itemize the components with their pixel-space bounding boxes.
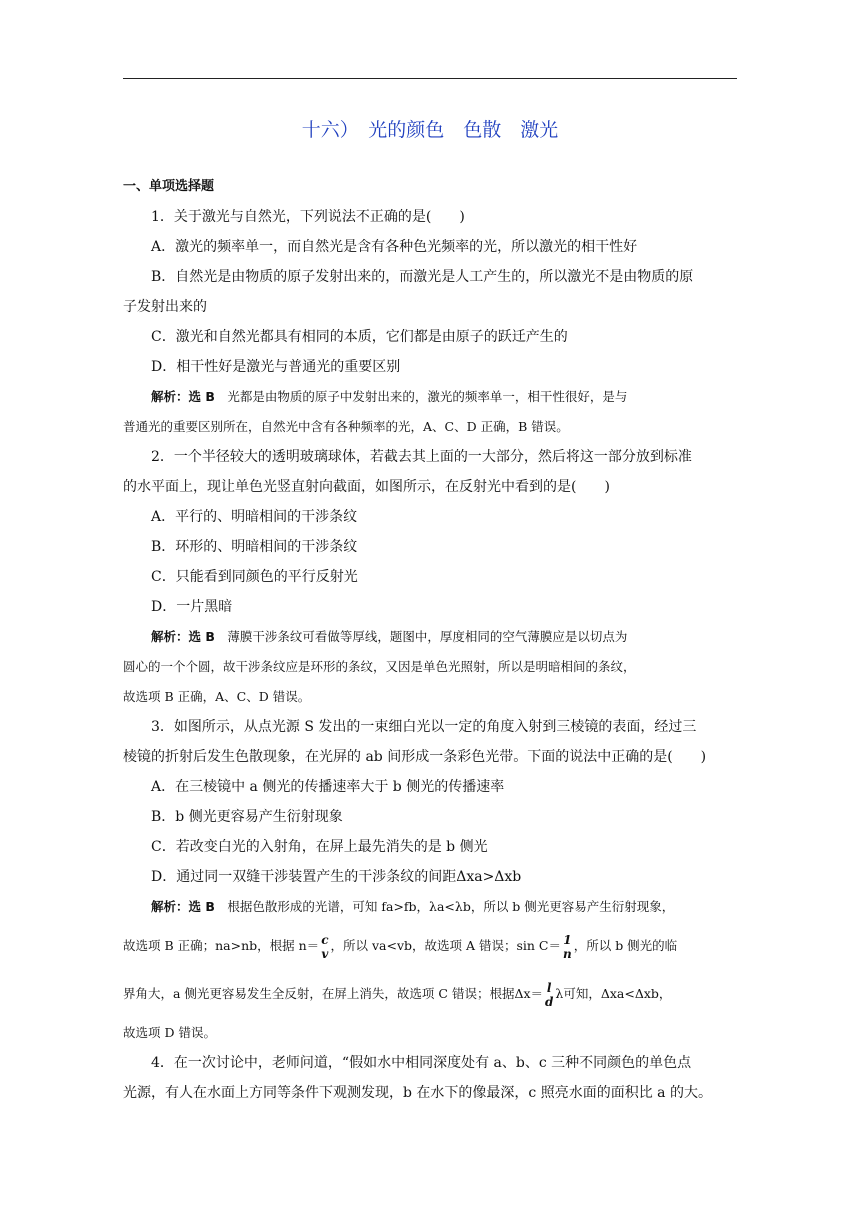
option-3d: D．通过同一双缝干涉装置产生的干涉条纹的间距Δxa>Δxb [151, 869, 522, 885]
answer-label: 解析：选 B [151, 389, 215, 404]
frac-den: d [545, 994, 554, 1009]
answer-3-cont2 [123, 970, 737, 1018]
frac-num: l [546, 980, 552, 995]
fraction-1-over-n [563, 933, 572, 961]
frac-num: 1 [563, 932, 572, 947]
option-3a: A．在三棱镜中 a 侧光的传播速率大于 b 侧光的传播速率 [151, 779, 505, 795]
answer-text: ，所以 va<vb，故选项 A 错误；sin C＝ [330, 938, 561, 953]
frac-den: v [321, 946, 329, 961]
answer-2 [123, 622, 737, 652]
frac-den: n [563, 946, 572, 961]
answer-text: 光都是由物质的原子中发射出来的，激光的频率单一，相干性很好，是与 [227, 389, 628, 404]
option-2b: B．环形的、明暗相间的干涉条纹 [151, 539, 358, 555]
answer-2-cont: 圆心的一个个圆，故干涉条纹应是环形的条纹，又因是单色光照射，所以是明暗相间的条纹， [123, 659, 636, 674]
answer-3-cont3: 故选项 D 错误。 [123, 1025, 216, 1040]
answer-3-cont [123, 922, 737, 970]
document-body [123, 172, 737, 1108]
question-2: 2．一个半径较大的透明玻璃球体，若截去其上面的一大部分，然后将这一部分放到标准 [151, 449, 692, 465]
question-4-cont: 光源，有人在水面上方同等条件下观测发现，b 在水下的像最深，c 照亮水面的面积比 a 的大。 [123, 1085, 712, 1101]
answer-1 [123, 382, 737, 412]
answer-text: 薄膜干涉条纹可看做等厚线，题图中，厚度相同的空气薄膜应是以切点为 [227, 629, 628, 644]
question-1: 1．关于激光与自然光，下列说法不正确的是( ) [151, 209, 465, 225]
option-2a: A．平行的、明暗相间的干涉条纹 [151, 509, 358, 525]
question-3: 3．如图所示，从点光源 S 发出的一束细白光以一定的角度入射到三棱镜的表面，经过三 [151, 719, 697, 735]
question-3-cont: 棱镜的折射后发生色散现象，在光屏的 ab 间形成一条彩色光带。下面的说法中正确的是( ) [123, 749, 707, 765]
answer-text: 故选项 B 正确；na>nb，根据 n＝ [123, 938, 320, 953]
answer-text: λ可知，Δxa<Δxb， [555, 986, 672, 1001]
frac-num: c [321, 932, 329, 947]
header-rule [123, 78, 737, 79]
section-heading: 一、单项选择题 [123, 179, 215, 194]
question-4: 4．在一次讨论中，老师问道，“假如水中相同深度处有 a、b、c 三种不同颜色的单色点 [151, 1055, 692, 1071]
option-1d: D．相干性好是激光与普通光的重要区别 [151, 359, 401, 375]
fraction-c-over-v [321, 933, 328, 961]
option-3c: C．若改变白光的入射角，在屏上最先消失的是 b 侧光 [151, 839, 488, 855]
option-2d: D．一片黑暗 [151, 599, 233, 615]
option-1c: C．激光和自然光都具有相同的本质，它们都是由原子的跃迁产生的 [151, 329, 568, 345]
option-1b: B．自然光是由物质的原子发射出来的，而激光是人工产生的，所以激光不是由物质的原 [151, 269, 694, 285]
answer-3 [123, 892, 737, 922]
option-3b: B．b 侧光更容易产生衍射现象 [151, 809, 343, 825]
option-2c: C．只能看到同颜色的平行反射光 [151, 569, 358, 585]
answer-label: 解析：选 B [151, 899, 215, 914]
question-2-cont: 的水平面上，现让单色光竖直射向截面，如图所示，在反射光中看到的是( ) [123, 479, 610, 495]
option-1b-cont: 子发射出来的 [123, 299, 207, 315]
answer-2-cont2: 故选项 B 正确，A、C、D 错误。 [123, 689, 311, 704]
option-1a: A．激光的频率单一，而自然光是含有各种色光频率的光，所以激光的相干性好 [151, 239, 638, 255]
answer-text: 界角大，a 侧光更容易发生全反射，在屏上消失，故选项 C 错误；根据Δx＝ [123, 986, 544, 1001]
page-title: 十六） 光的颜色 色散 激光 [301, 119, 559, 141]
answer-text: 根据色散形成的光谱，可知 fa>fb，λa<λb，所以 b 侧光更容易产生衍射现象， [227, 899, 675, 914]
answer-text: ，所以 b 侧光的临 [573, 938, 678, 953]
answer-1-cont: 普通光的重要区别所在，自然光中含有各种频率的光，A、C、D 正确，B 错误。 [123, 419, 569, 434]
fraction-l-over-d [545, 981, 553, 1009]
answer-label: 解析：选 B [151, 629, 215, 644]
